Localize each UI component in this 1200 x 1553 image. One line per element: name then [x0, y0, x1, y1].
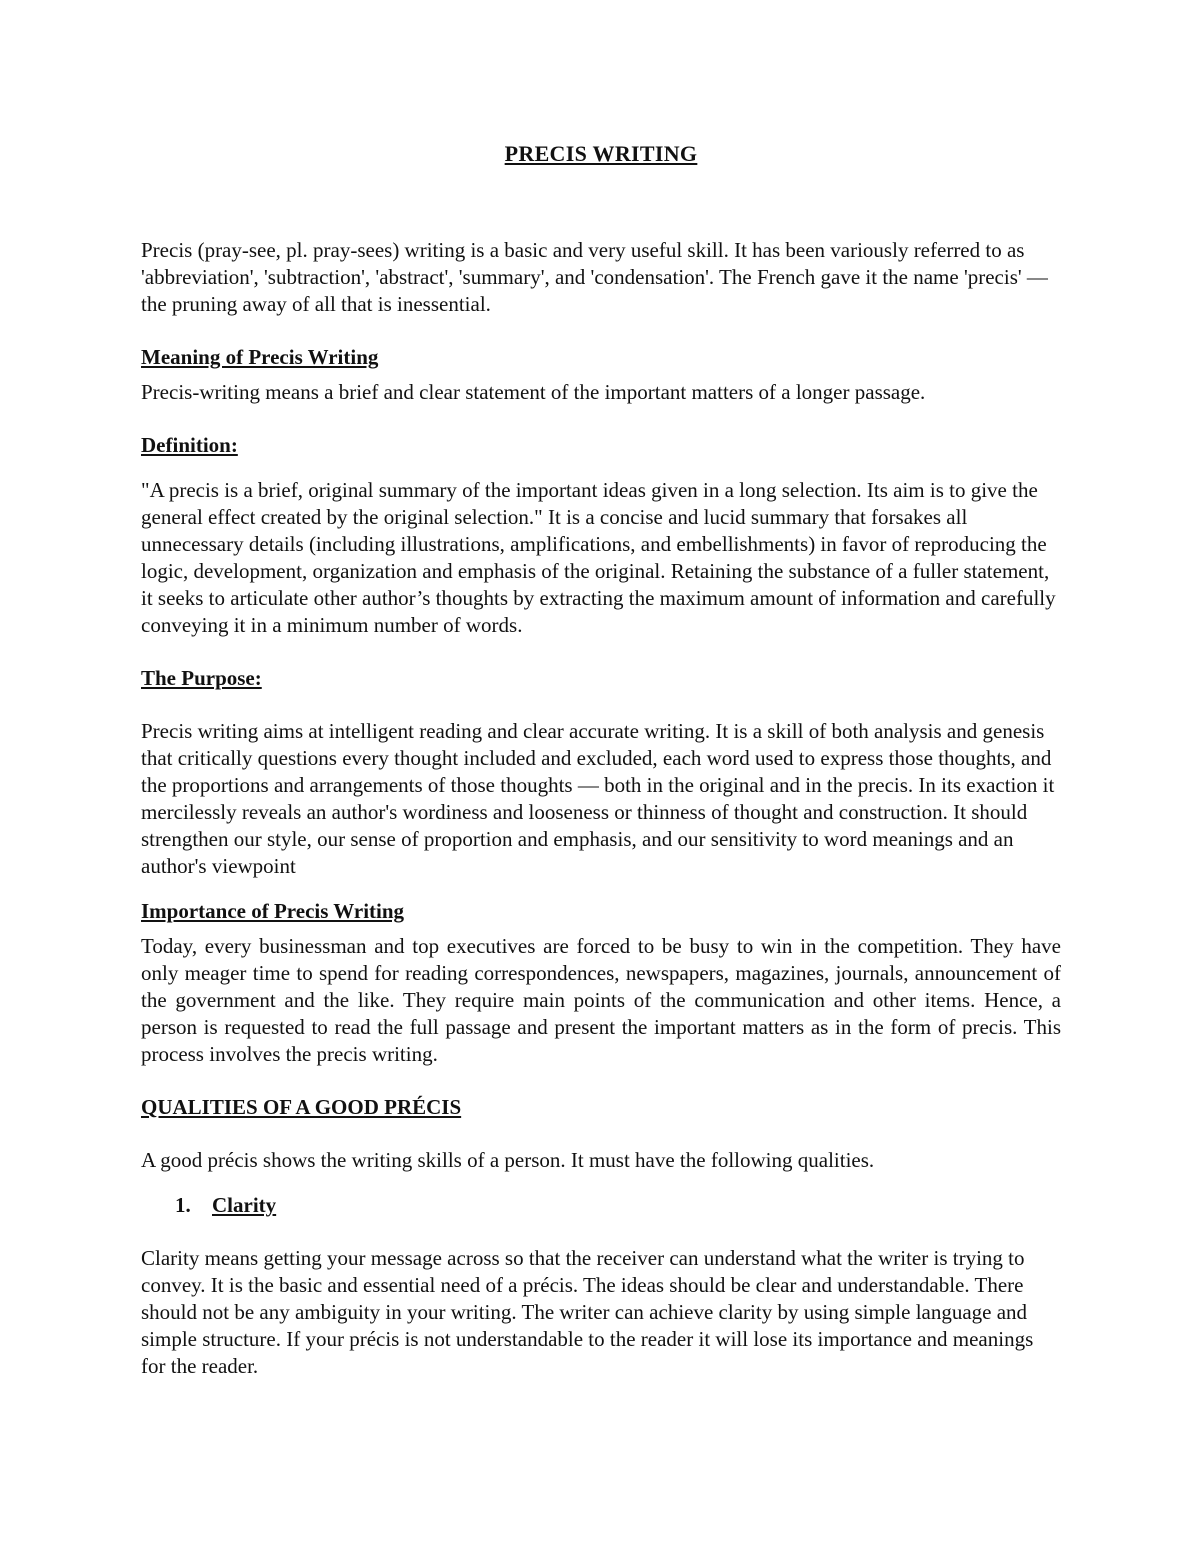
- qualities-heading: QUALITIES OF A GOOD PRÉCIS: [141, 1095, 462, 1119]
- meaning-heading: Meaning of Precis Writing: [141, 345, 379, 369]
- definition-paragraph: "A precis is a brief, original summary of the important ideas given in a long selection. Its aim is to give the general effect created by the original selection." It is a concise and lucid summary that forsakes all unnecessary details (including illustrations, amplifications, and embellishments) in favor of reproducing the logic, development, organization and emphasis of the original. Retaining the substance of a fuller statement, it seeks to articulate other author’s thoughts by extracting the maximum amount of information and carefully conveying it in a minimum number of words.: [141, 478, 1056, 637]
- purpose-paragraph: Precis writing aims at intelligent reading and clear accurate writing. It is a skill of both analysis and genesis that critically questions every thought included and excluded, each word used to express those thoughts, and the proportions and arrangements of those thoughts — both in the original and in the precis. In its exaction it mercilessly reveals an author's wordiness and looseness or thinness of thought and construction. It should strengthen our style, our sense of proportion and emphasis, and our sensitivity to word meanings and an author's viewpoint: [141, 719, 1055, 878]
- importance-heading: Importance of Precis Writing: [141, 899, 405, 923]
- definition-heading: Definition:: [141, 433, 238, 457]
- meaning-paragraph: Precis-writing means a brief and clear statement of the important matters of a longer passage.: [141, 380, 926, 404]
- purpose-heading: The Purpose:: [141, 666, 262, 690]
- document-page: [141, 140, 1061, 1380]
- clarity-label: Clarity: [212, 1193, 277, 1217]
- intro-paragraph: Precis (pray-see, pl. pray-sees) writing is a basic and very useful skill. It has been variously referred to as 'abbreviation', 'subtraction', 'abstract', 'summary', and 'condensation'. The French gave it the name 'precis' — the pruning away of all that is inessential.: [141, 238, 1048, 316]
- clarity-paragraph: Clarity means getting your message across so that the receiver can understand what the writer is trying to convey. It is the basic and essential need of a précis. The ideas should be clear and understandable. There should not be any ambiguity in your writing. The writer can achieve clarity by using simple language and simple structure. If your précis is not understandable to the reader it will lose its importance and meanings for the reader.: [141, 1246, 1034, 1378]
- clarity-heading: [175, 1192, 1061, 1219]
- qualities-paragraph: A good précis shows the writing skills of a person. It must have the following qualities.: [141, 1148, 875, 1172]
- clarity-number: 1.: [175, 1193, 191, 1217]
- document-title: PRECIS WRITING: [504, 141, 698, 166]
- importance-paragraph: Today, every businessman and top executives are forced to be busy to win in the competition. They have only meager time to spend for reading correspondences, newspapers, magazines, journals, announcement of the government and the like. They require main points of the communication and other items. Hence, a person is requested to read the full passage and present the important matters as in the form of precis. This process involves the precis writing.: [141, 934, 1061, 1066]
